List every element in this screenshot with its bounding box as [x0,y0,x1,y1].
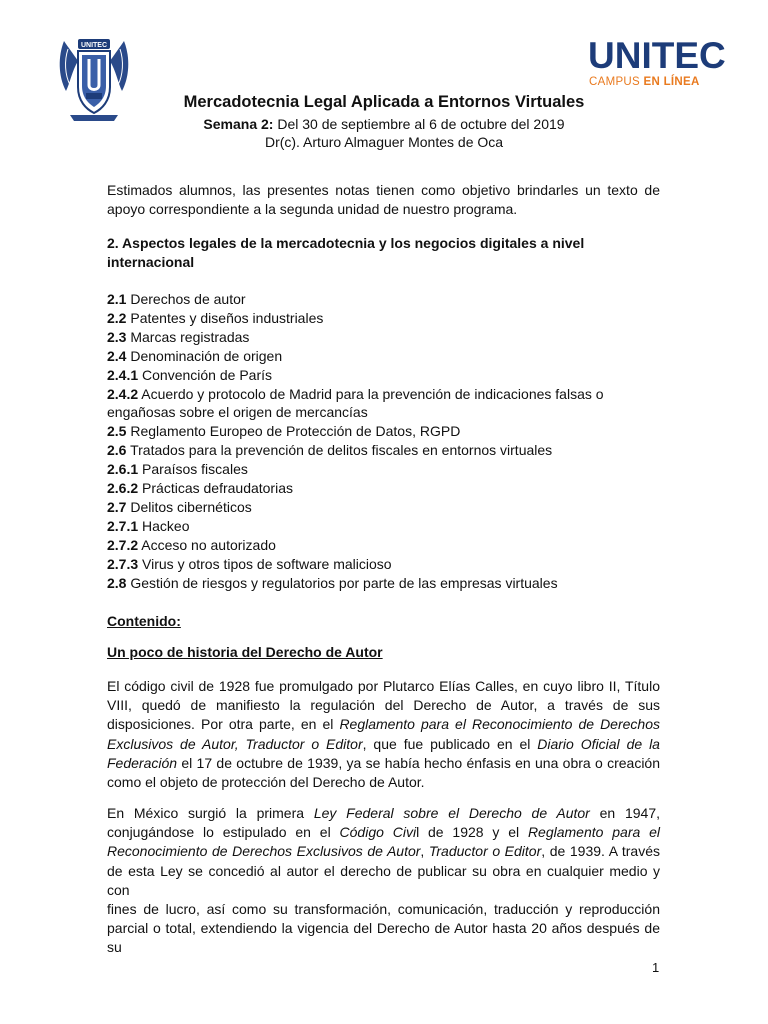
intro-paragraph: Estimados alumnos, las presentes notas tienen como objetivo brindarles un texto de apoyo correspondiente a la segunda unidad de nuestro programa. [107,182,660,217]
topic-item: 2.2 Patentes y diseños industriales [107,309,324,326]
topic-item: 2.6 Tratados para la prevención de delitos fiscales en entornos virtuales [107,442,553,459]
topic-item: 2.4.1 Convención de París [107,366,272,383]
topic-item: engañosas sobre el origen de mercancías [107,404,368,421]
document-title: Mercadotecnia Legal Aplicada a Entornos Virtuales [183,93,585,111]
svg-text:UNITEC: UNITEC [80,42,108,49]
week-line: Semana 2: Del 30 de septiembre al 6 de octubre del 2019 [203,116,565,132]
topic-item: 2.3 Marcas registradas [107,328,250,345]
history-paragraph-1: El código civil de 1928 fue promulgado por Plutarco Elías Calles, en cuyo libro II, Título VIII, quedó de manifiesto la regulación del Derecho de Autor, a través de sus disposiciones. Por otra parte, en el Reglamento para el Reconocimiento de Derechos Exclusivos de Autor, Traductor o Editor, que fue publicado en el Diario Oficial de la Federación el 17 de octubre de 1939, ya se había hecho énfasis en una obra o creación como el objeto de protección del Derecho de Autor. [107,678,660,791]
page-number: 1 [652,960,660,975]
logo-wordmark: UNITEC [588,35,726,76]
topic-item: 2.6.2 Prácticas defraudatorias [107,480,293,497]
topic-item: 2.7.2 Acceso no autorizado [107,536,276,553]
section-heading: 2. Aspectos legales de la mercadotecnia y los negocios digitales a nivel internacional [107,235,585,270]
topic-item: 2.1 Derechos de autor [107,291,246,307]
topic-item: 2.6.1 Paraísos fiscales [107,461,248,478]
content-label: Contenido: [107,613,181,629]
topic-item: 2.7 Delitos cibernéticos [107,498,252,515]
topics-list [107,290,667,593]
history-paragraph-2: En México surgió la primera Ley Federal sobre el Derecho de Autor en 1947, conjugándose lo estipulado en el Código Civil de 1928 y el Reglamento para el Reconocimiento de Derechos Exclusivos de Autor, Traductor o Editor, de 1939. A través de esta Ley se concedió al autor el derecho de publicar su obra en cualquier medio y con fines de lucro, así como su transformación, comunicación, traducción y reproducción parcial o total, extendiendo la vigencia del Derecho de Autor hasta 20 años después de su [107,805,661,956]
unitec-campus-logo [588,35,726,92]
author-line: Dr(c). Arturo Almaguer Montes de Oca [264,134,504,150]
topic-item: 2.7.1 Hackeo [107,517,190,534]
topic-item: 2.5 Reglamento Europeo de Protección de Datos, RGPD [107,423,461,440]
topic-item: 2.4.2 Acuerdo y protocolo de Madrid para la prevención de indicaciones falsas o [107,385,604,402]
logo-tagline: CAMPUS EN LÍNEA [589,76,700,88]
topic-item: 2.7.3 Virus y otros tipos de software malicioso [107,555,392,572]
topic-item: 2.4 Denominación de origen [107,347,283,364]
topic-item: 2.8 Gestión de riesgos y regulatorios por parte de las empresas virtuales [107,574,558,591]
history-heading: Un poco de historia del Derecho de Autor [107,644,383,660]
